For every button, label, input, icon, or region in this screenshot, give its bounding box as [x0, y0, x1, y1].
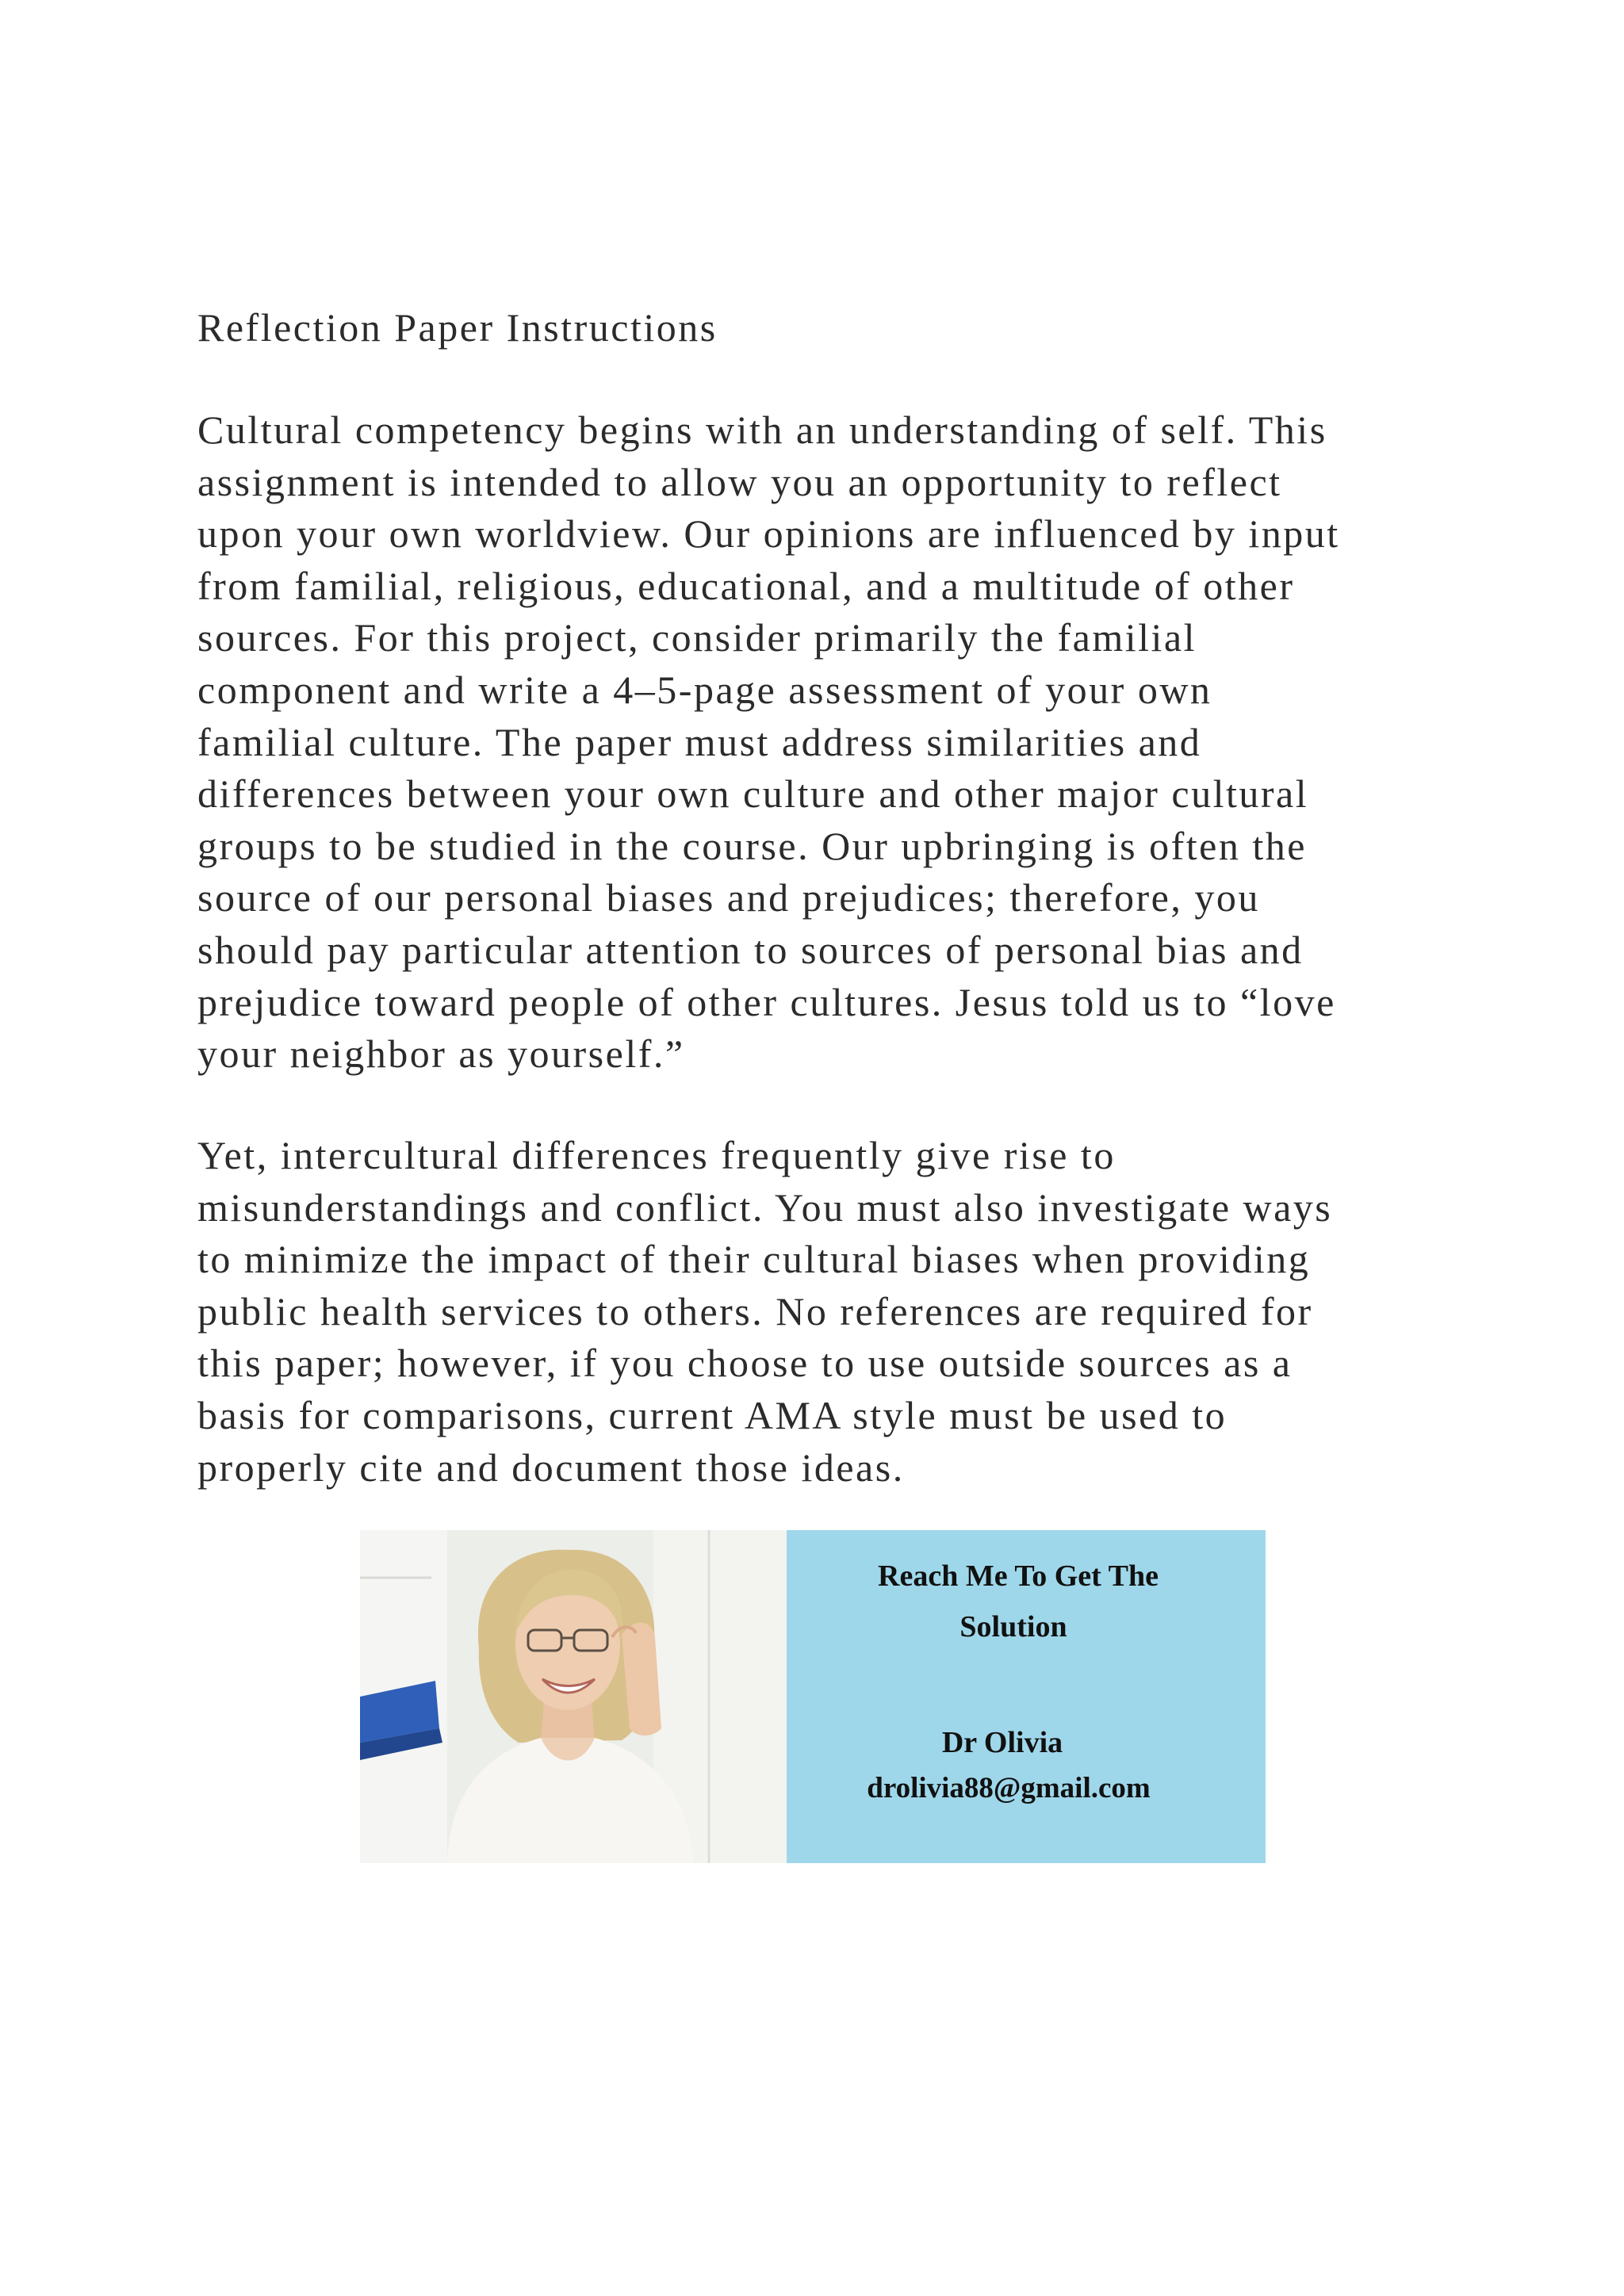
paragraph-2 — [197, 1130, 1466, 1494]
woman-illustration — [360, 1530, 787, 1863]
text-line: familial culture. The paper must address similarities and — [197, 719, 1202, 764]
text-line: should pay particular attention to sources of personal bias and — [197, 927, 1304, 972]
text-line: prejudice toward people of other cultures. Jesus told us to “love — [197, 979, 1336, 1024]
text-line: Cultural competency begins with an understanding of self. This — [197, 408, 1327, 452]
text-line: differences between your own culture and other major cultural — [197, 771, 1309, 817]
contact-name: Dr Olivia — [941, 1726, 1063, 1759]
text-line: from familial, religious, educational, and a multitude of other — [197, 563, 1295, 608]
banner-heading-line1: Reach Me To Get The — [878, 1559, 1159, 1593]
contact-email[interactable]: drolivia88@gmail.com — [867, 1772, 1151, 1804]
text-line: misunderstandings and conflict. You must also investigate ways — [197, 1184, 1333, 1230]
document-title: Reflection Paper Instructions — [197, 305, 718, 350]
contact-panel — [787, 1530, 1266, 1863]
text-line: upon your own worldview. Our opinions are influenced by input — [197, 511, 1340, 557]
text-line: source of our personal biases and prejudices; therefore, you — [197, 875, 1260, 920]
text-line: assignment is intended to allow you an opportunity to reflect — [197, 459, 1282, 504]
text-line: Yet, intercultural differences frequently give rise to — [197, 1133, 1116, 1177]
text-line: groups to be studied in the course. Our upbringing is often the — [197, 823, 1307, 868]
text-line: to minimize the impact of their cultural biases when providing — [197, 1237, 1311, 1282]
text-line: your neighbor as yourself.” — [197, 1031, 685, 1077]
paragraph-1 — [197, 404, 1466, 1081]
text-line: component and write a 4–5-page assessment of your own — [197, 667, 1212, 712]
text-line: public health services to others. No references are required for — [197, 1288, 1313, 1334]
banner-heading-line2: Solution — [959, 1610, 1067, 1644]
text-line: sources. For this project, consider primarily the familial — [197, 615, 1197, 660]
text-line: properly cite and document those ideas. — [197, 1445, 905, 1490]
woman-photo — [360, 1530, 787, 1863]
contact-banner — [360, 1530, 1266, 1863]
text-line: this paper; however, if you choose to use outside sources as a — [197, 1341, 1293, 1386]
text-line: basis for comparisons, current AMA style must be used to — [197, 1392, 1228, 1437]
